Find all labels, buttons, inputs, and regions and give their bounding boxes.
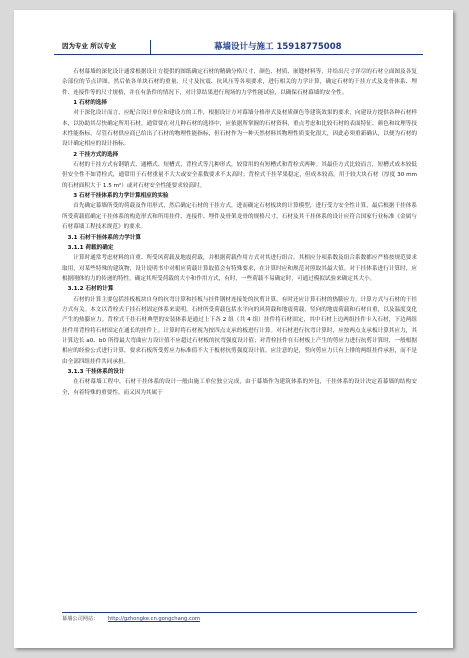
subsection-heading: 3.1 石材干挂体系的力学计算 [67,234,141,241]
header-tagline: 因为专业 所以专业 [62,42,117,50]
paragraph: 石材的干挂方式有钢销式、通槽式、短槽式、背栓式等几种形式，较常用的有短槽式和背栓式两种。其最佳方式比较而言，短槽式成本较低但安全性不如背栓式，通常用于石材重量不大大或安全系数要求不太高时；背栓式干挂苹果稳定，但成本较高，用于较大块石材（厚度 30 mm 的石材面积大于 1.5 m²）或对石材安全性能要求较高时。 [62,162,417,189]
paragraph: 对于深化设计而言，应配合设计单位和建设方的工作，根据设计方对幕墙分格形式及材质颜色等建筑效果的要求，向建设方提供各种石材样本，以协助其尽快确定所用石材。通常要在对几种石材的选择中，应依据所掌握的石材资料，重点考虑和比较石材的表面特征、颜色和纹理等技术性能指标，尽管石材供应商已给出了石材的物理性能指标，但石材作为一种天然材料其物理性质变化很大，因此必须重新确认，以便为石材的设计确定相应的设计指标。 [62,110,417,148]
paragraph: 石材的计算主要包括挂板板块自身的抗弯计算和挂板与挂件钢材连接处的抗剪计算，有时还应计算石材的热膨应力。计算方式与石材的干挂方式有关。本文以背栓式干挂石材固定体系来说明，石材所受荷载包括水平向的风荷载和地震荷载，竖向的地震荷载和石材自重，以及温度变化产生的热膨应力。背栓式干挂石材典型的安装体系是通过上下各 2 组（共 4 组）挂件将石材固定，其中石材上边两组挂件卡入石材，下边两组挂件用背栓将石材固定在通长的挂件上。计算时将石材视为按四点支承的板进行计算。对石材进行抗弯计算时，应按两点支承板计算其应力，其计算边长 a0、b0 所得最大弯曲应力设计值不应超过石材板的抗弯强度设计值；对背栓挂件在石材板上产生的剪应力进行抗剪计算时，一般根据相应的经验公式进行计算，要求石板所受剪应力标准值不大于板材抗剪强度设计值。应注意的是，竖向剪应力只有上排的两组挂件承担，而不是由全部四组挂件共同承担。 [62,296,417,365]
subsection-heading: 3.1.3 干挂体系的设计 [67,368,125,375]
subsection-heading: 3.1.2 石材的计算 [67,286,114,293]
footer-website-link[interactable]: http://gzhongke.cn.gongchang.com [107,616,201,622]
section-heading: 2 干挂方式的选择 [73,151,119,158]
paragraph: 石材幕墙的深化设计通常根据设计方提供的图纸确定石材的精确分格尺寸，颜色、材质、嵌缝材料等，并给出尺寸详尽的石材立面图及各复杂部位的节点详图。然后依各单块石材的重量、尺寸及抗震、抗风压等各项要求，进行相关的力学计算，确定石材的干挂方式及龙骨体系、埋件、连接件等的尺寸规格，并在有条件的情况下，对计算结果进行现场的力学性能试验，以确保石材幕墙的安全性。 [62,69,417,96]
paragraph: 在石材幕墙工程中，石材干挂体系的设计一般由施工单位独立完成，由于幕墙作为建筑体系的外包，干挂体系的设计决定着幕墙的结构安全，有着特殊的重要性，而又因为其属于 [62,379,417,396]
document-body [62,67,417,398]
section-heading: 1 石材的选择 [73,100,107,107]
paragraph: 首先确定幕墙所受的荷载及作用形式，然后确定石材的干挂方式，进而确定石材板块的计算模型，进行受力安全性计算，最后根据干挂体系所受荷载值确定干挂体系的构造形式和所用挂件、连接件、埋件及骨架龙骨的规格尺寸，石材及其干挂体系的设计应符合国家行业标准《金属与石材幕墙工程技术规范》的要求。 [62,203,417,231]
footer-label: 幕墙公司网站： [62,616,99,622]
section-heading: 3 石材干挂体系的力学计算相应的实验 [73,193,169,200]
page-footer [62,612,417,622]
document-page [14,10,453,648]
page-header [54,40,423,55]
paragraph: 计算时通常考虑材料的自重、所受风荷载及地震荷载，并根据荷载作用方式对其进行组合。其相应分项系数及组合系数都应严格按规范要求取用，对某些特殊的建筑物，设计说明书中对相应荷载计算取值会有特殊要求，在计算时应和规范对照取其最大值。对干挂体系进行计算时，应根据刚体的力的传递的特性，确定其所受荷载的大小和作用方式，有时，一些荷载不易确定时，可通过模拟试验来确定其大小。 [62,255,417,282]
header-divider [150,40,151,54]
subsection-heading: 3.1.1 荷载的确定 [67,244,114,251]
header-company: 幕墙设计与施工 15918775008 [214,42,342,52]
